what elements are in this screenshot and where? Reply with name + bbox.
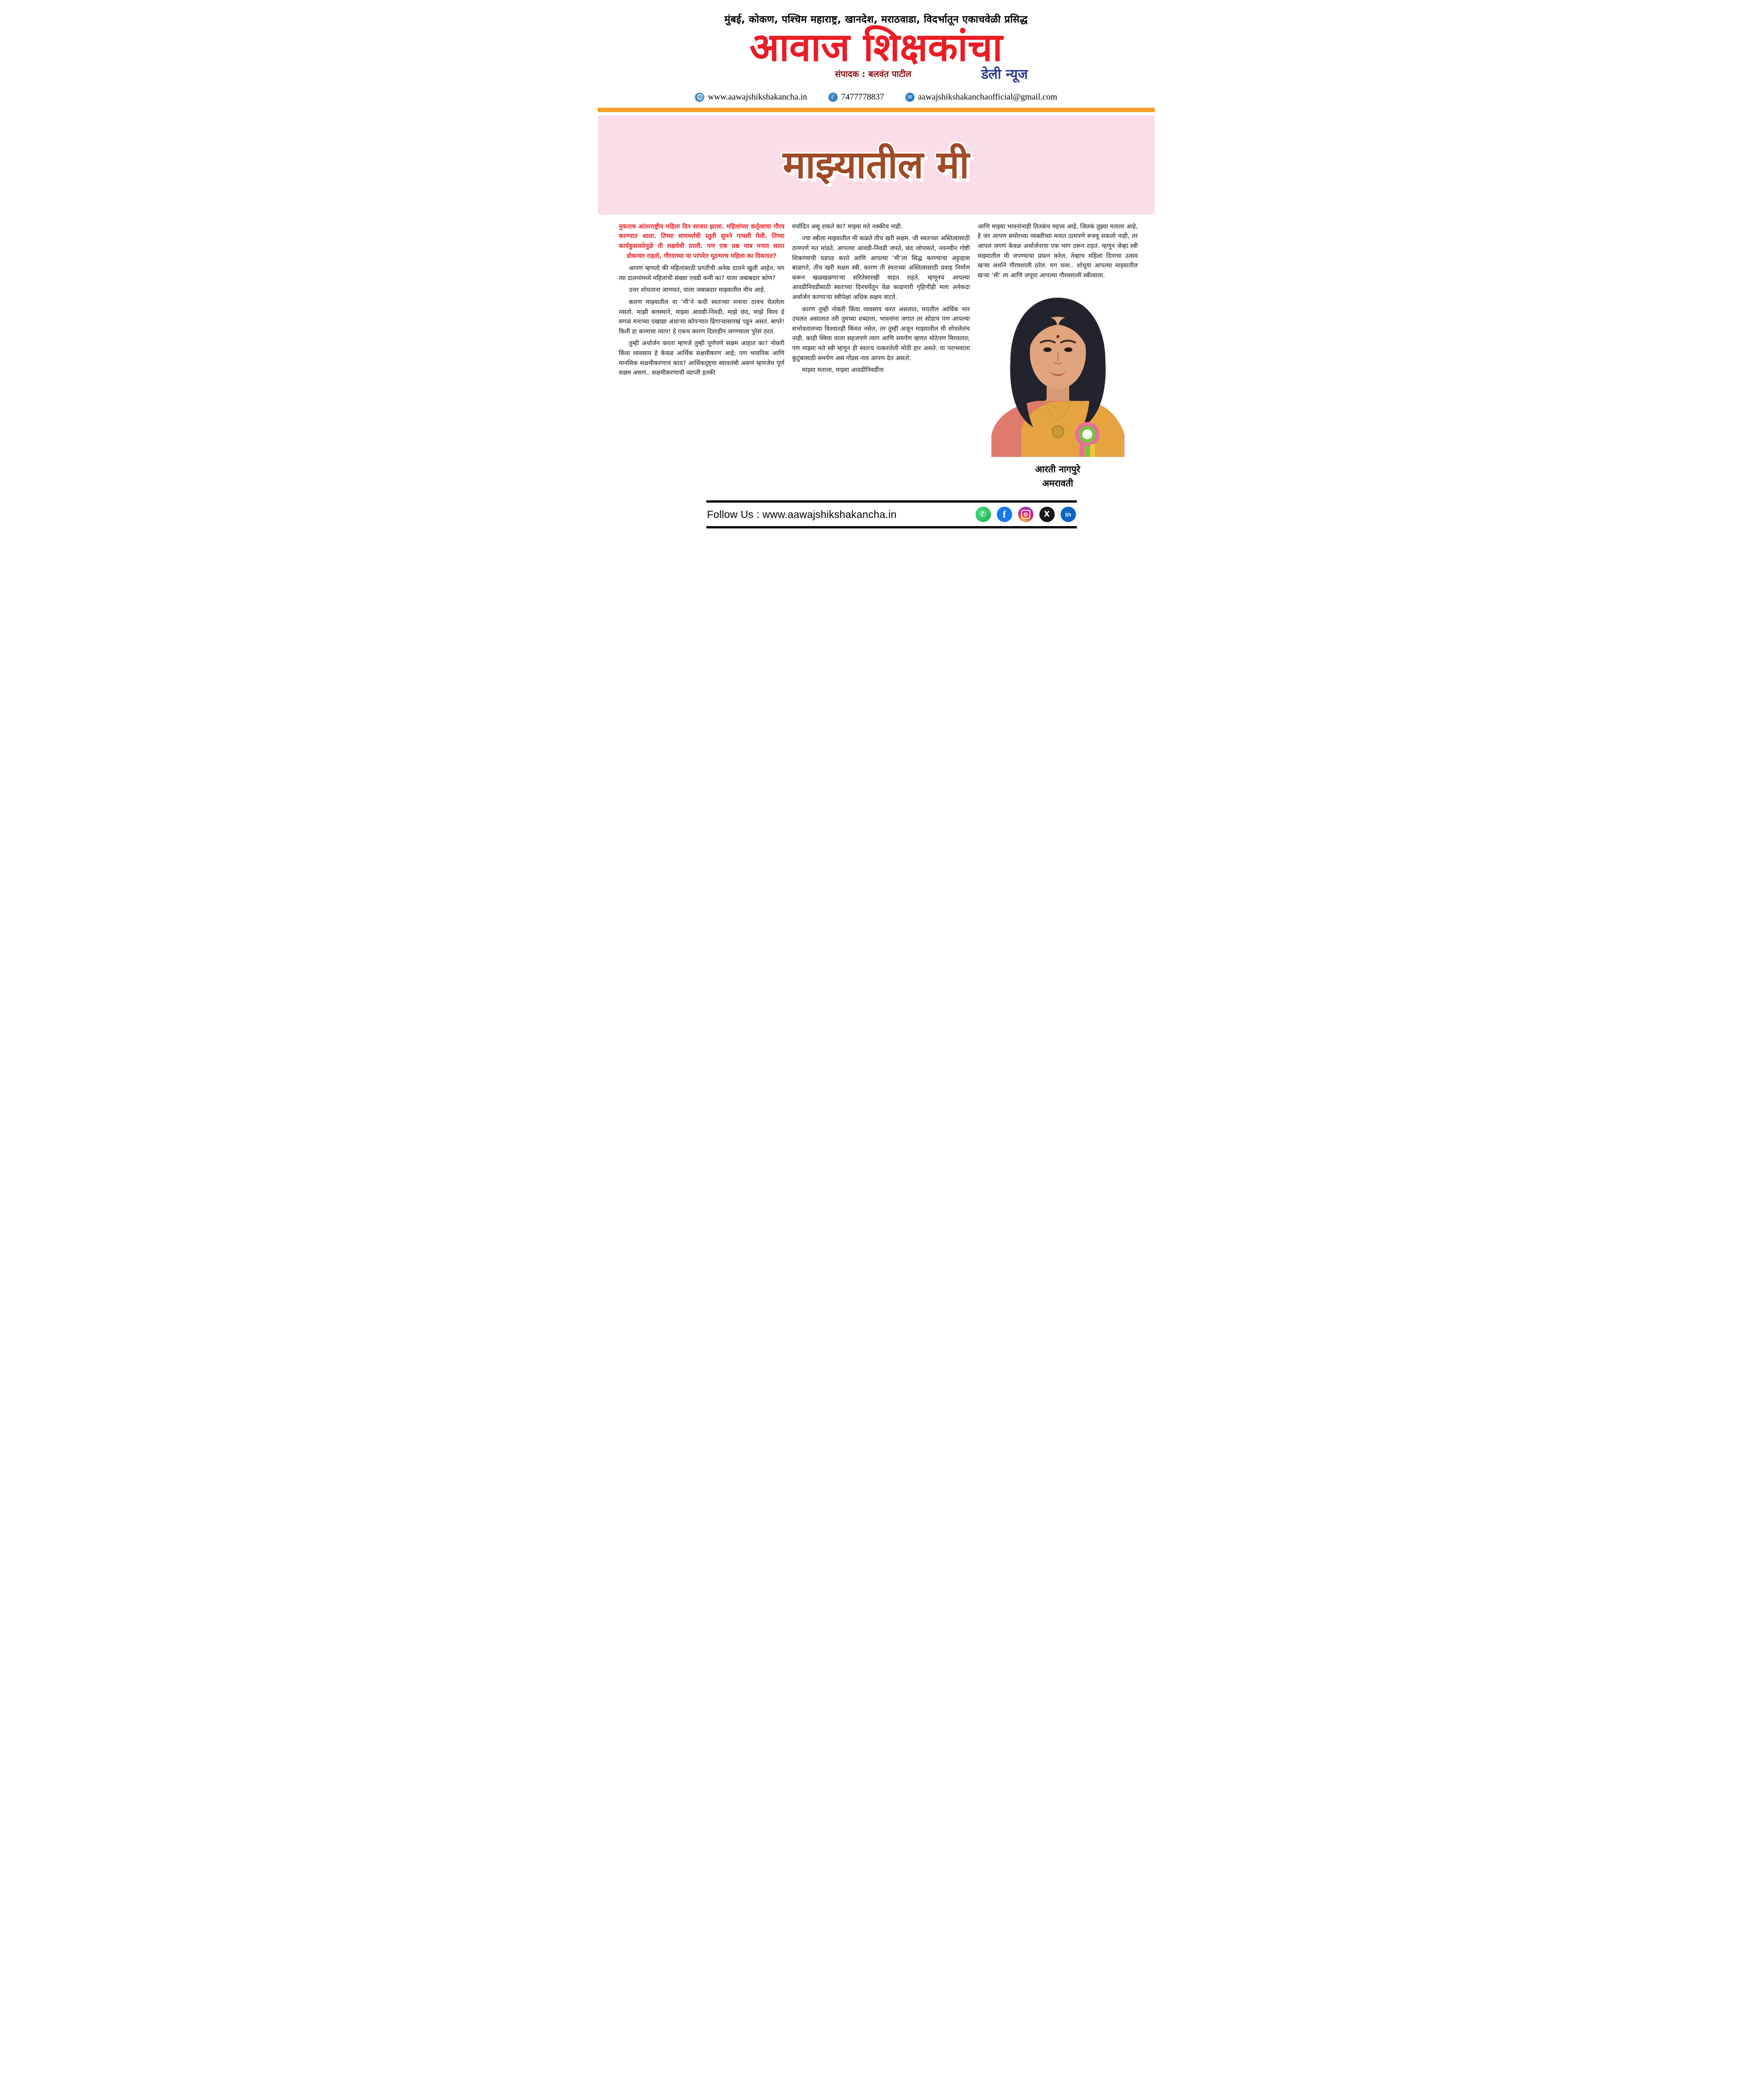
social-icons (976, 507, 1076, 522)
paragraph: तुम्ही अर्थार्जन करता म्हणजे तुम्ही पूर्णपणे सक्षम आहात का? नोकरी किंवा व्यवसाय हे केवळ आर्थिक सक्षमीकरण आहे; पण भावनिक आणि मानसिक सक्षमीकरणाचं काय? आर्थिकदृष्ट्या स्वावलंबी असणं म्हणजेच पूर्ण सक्षम असणं.. सक्षमीकरणाची व्याप्ती इतकी (619, 340, 785, 377)
follow-us-text: Follow Us : www.aawajshikshakancha.in (707, 508, 897, 520)
author-name: आरती नागपुरे (1035, 464, 1081, 475)
email-icon: ✉ (905, 92, 915, 102)
footer-bar (706, 500, 1077, 528)
article-columns (619, 222, 1138, 491)
newspaper-page (584, 0, 1168, 700)
paragraph: उत्तर शोधताना जाणवतं, याला जबाबदार माझ्यातील मीच आहे. (628, 286, 766, 294)
website-link[interactable] (695, 92, 807, 102)
masthead-title: आवाज शिक्षकांचा (749, 24, 1003, 70)
paragraph: मर्यादित असू शकते का? माझ्या मते नक्कीच नाही. (792, 223, 903, 230)
author-city: अमरावती (1042, 478, 1073, 489)
subhead-row (584, 67, 1168, 88)
paragraph: आपण म्हणतो की महिलांसाठी प्रगतीची अनेक दालने खुली आहेत; मग त्या दालनांमध्ये महिलांची संख्या एवढी कमी का? याला जबाबदार कोण? (619, 265, 785, 282)
email-text: aawajshikshakanchaofficial@gmail.com (918, 92, 1057, 102)
website-text: www.aawajshikshakancha.in (708, 92, 807, 102)
paragraph: माझ्या मताला, माझ्या आवडीनिवडींना (802, 366, 884, 374)
masthead-header (584, 0, 1168, 112)
paragraph: कारण माझ्यातील या ‘मी’ने कधी स्वतःच्या मनाचा ठावच घेतलेला नसतो. माझी बलस्थाने, माझ्या आवडी-निवडी, माझे छंद, माझे विश्व हे सगळं मनाच्या एखाद्या अंधाऱ्या कोपऱ्यात ढिगाऱ्यासारखं पडून असतं. बापरे! किती हा कामाचा व्याप! हे एकच कारण दिशाहीन जगण्याला पुरेसं ठरतं. (619, 298, 785, 335)
email-contact[interactable] (905, 92, 1057, 102)
phone-text: 7477778837 (841, 92, 884, 102)
edition-name: डेली न्यूज (981, 66, 1028, 82)
linkedin-icon[interactable]: in (1061, 507, 1076, 522)
article-title: माझ्यातील मी (782, 143, 970, 187)
x-icon[interactable]: X (1039, 507, 1055, 522)
phone-icon: ✆ (828, 92, 838, 102)
distribution-tagline: मुंबई, कोकण, पश्चिम महाराष्ट्र, खानदेश, मराठवाडा, विदर्भातून एकाचवेळी प्रसिद्ध (724, 14, 1028, 25)
phone-contact[interactable] (828, 92, 884, 102)
contact-bar (584, 90, 1168, 104)
paragraph: कारण तुम्ही नोकरी किंवा व्यवसाय करत असलात, घरातील आर्थिक भार उचलत असालात तरी तुमच्या शब्दाला, भावनांना जगात तर सोडाच पण आपल्या सभोवतालच्या विश्वातही किंमत नसेल, तर तुम्ही अजून माझ्यातील मी शोधलेलंच नाही. काही स्त्रिया याला सहजपणे त्याग आणि समर्पण म्हणत मोठेपण मिरवतात; पण माझ्या मते स्त्री म्हणून ही स्वतःच पत्करलेली मोठी हार असते. या पराभवाला कुटुंबासाठी समर्पण असं गोंडस नाव आपण देत असतो. (792, 305, 970, 362)
column-1 (619, 222, 785, 378)
whatsapp-icon[interactable]: ✆ (976, 507, 991, 522)
article-title-banner (598, 115, 1155, 214)
paragraph: ज्या स्त्रीला माझ्यातील मी कळते तीच खरी सक्षम. जी स्वतःच्या अस्तित्वासाठी ठामपणे मत मांडते, आपल्या आवडी-निवडी जपते, छंद जोपासते, नवनवीन गोष्टी शिकण्याची धडपड करते आणि आपल्या ‘मी’ला सिद्ध करण्याचा अट्टाहास बाळगते, तीच खरी सक्षम स्त्री. कारण ती स्वतःच्या अस्तित्वासाठी प्रवाह निर्माण करून खळखळणाऱ्या सरितेसारखी वाहत राहते. म्हणूनच आपल्या आवडीनिवडींसाठी स्वतःच्या दिनचर्येतून वेळ काढणारी गृहिणीही मला अनेकदा अर्थार्जन करणाऱ्या स्त्रीपेक्षा अधिक सक्षम वाटते. (792, 235, 970, 301)
column-2 (792, 222, 970, 375)
paragraph: आणि माझ्या भावनांनाही तितकंच महत्त्व आहे, जितकं तुझ्या मताला आहे, हे जर आपण समोरच्या व्यक्तीच्या मनात ठामपणे रुजवू शकलो नाही, तर आपलं जगणं केवळ अर्थार्जनाचा एक भाग ठरून राहतं. म्हणून जेव्हा स्त्री माझ्यातील मी जपण्याचा प्रयत्न करेल, तेव्हाच महिला दिनाचा उत्सव खऱ्या अर्थाने गौरवशाली ठरेल. मग चला.. शोधूया आपल्या माझ्यातील खऱ्या ‘मी’ ला आणि जपूया आपल्या गौरवशाली स्त्रीत्वाला. (977, 223, 1138, 279)
instagram-icon[interactable] (1018, 507, 1033, 522)
column-3 (978, 222, 1138, 491)
editor-name: संपादक : बलवंत पाटील (835, 69, 911, 79)
facebook-icon[interactable]: f (997, 507, 1012, 522)
lead-paragraph: नुकताच आंतरराष्ट्रीय महिला दिन साजरा झाला. महिलांच्या कर्तृत्वाचा गौरव करण्यात आला. तिच्या सामर्थ्याची स्तुती सुमने गायली गेली. तिच्या कार्यकुशलतेमुळे ती लक्षवेधी ठरली. पण एक प्रश्न मात्र मनात सतत डोकावत राहतो, गौरवाच्या या परंपरेत मूठभरच महिला का दिसतात? (619, 223, 785, 260)
orange-divider (598, 108, 1155, 112)
author-caption (978, 462, 1138, 490)
globe-icon (695, 92, 705, 102)
author-photo (983, 285, 1133, 459)
author-portrait-illustration (983, 285, 1133, 457)
